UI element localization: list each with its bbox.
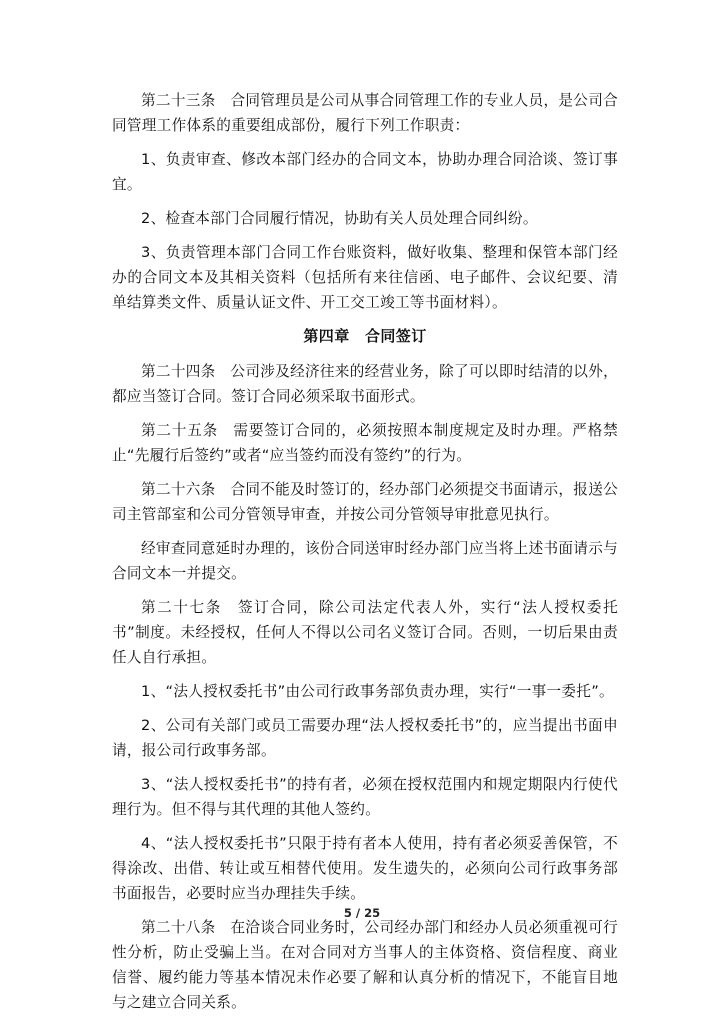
article-27-item-4: 4、“法人授权委托书”只限于持有者本人使用，持有者必须妥善保管，不得涂改、出借、转让或互相替代使用。发生遗失的，必须向公司行政事务部书面报告，必要时应当办理挂失手续。 <box>112 835 618 902</box>
article-26-note: 经审查同意延时办理的，该份合同送审时经办部门应当将上述书面请示与合同文本一并提交。 <box>112 540 618 582</box>
article-27-item-2: 2、公司有关部门或员工需要办理“法人授权委托书”的，应当提出书面申请，报公司行政事务部。 <box>112 717 618 759</box>
article-27-paragraph: 第二十七条 签订合同，除公司法定代表人外，实行“法人授权委托书”制度。未经授权，任何人不得以公司名义签订合同。否则，一切后果由责任人自行承担。 <box>112 599 618 666</box>
document-page <box>112 88 618 1024</box>
page-number: 5 / 25 <box>343 906 381 920</box>
article-28-paragraph: 第二十八条 在洽谈合同业务时，公司经办部门和经办人员必须重视可行性分析，防止受骗上当。在对合同对方当事人的主体资格、资信程度、商业信誉、履约能力等基本情况未作必要了解和认真分析的情况下，不能盲目地与之建立合同关系。 <box>112 919 618 1011</box>
article-23-item-2: 2、检查本部门合同履行情况，协助有关人员处理合同纠纷。 <box>141 210 538 227</box>
article-23-paragraph: 第二十三条 合同管理员是公司从事合同管理工作的专业人员，是公司合同管理工作体系的重要组成部份，履行下列工作职责： <box>112 92 618 134</box>
chapter-heading: 第四章 合同签订 <box>303 327 427 345</box>
article-25-paragraph: 第二十五条 需要签订合同的，必须按照本制度规定及时办理。严格禁止“先履行后签约”或者“应当签约而没有签约”的行为。 <box>112 422 618 464</box>
article-24-paragraph: 第二十四条 公司涉及经济往来的经营业务，除了可以即时结清的以外，都应当签订合同。签订合同必须采取书面形式。 <box>112 363 618 405</box>
article-26-paragraph: 第二十六条 合同不能及时签订的，经办部门必须提交书面请示，报送公司主管部室和公司分管领导审查，并按公司分管领导审批意见执行。 <box>112 481 618 523</box>
article-27-item-3: 3、“法人授权委托书”的持有者，必须在授权范围内和规定期限内行使代理行为。但不得与其代理的其他人签约。 <box>112 776 618 818</box>
article-27-item-1: 1、“法人授权委托书”由公司行政事务部负责办理，实行“一事一委托”。 <box>141 683 614 700</box>
article-23-item-3: 3、负责管理本部门合同工作台账资料，做好收集、整理和保管本部门经办的合同文本及其相关资料（包括所有来往信函、电子邮件、会议纪要、清单结算类文件、质量认证文件、开工交工竣工等书面材料）。 <box>112 244 618 311</box>
article-23-item-1: 1、负责审查、修改本部门经办的合同文本，协助办理合同洽谈、签订事宜。 <box>112 151 618 193</box>
